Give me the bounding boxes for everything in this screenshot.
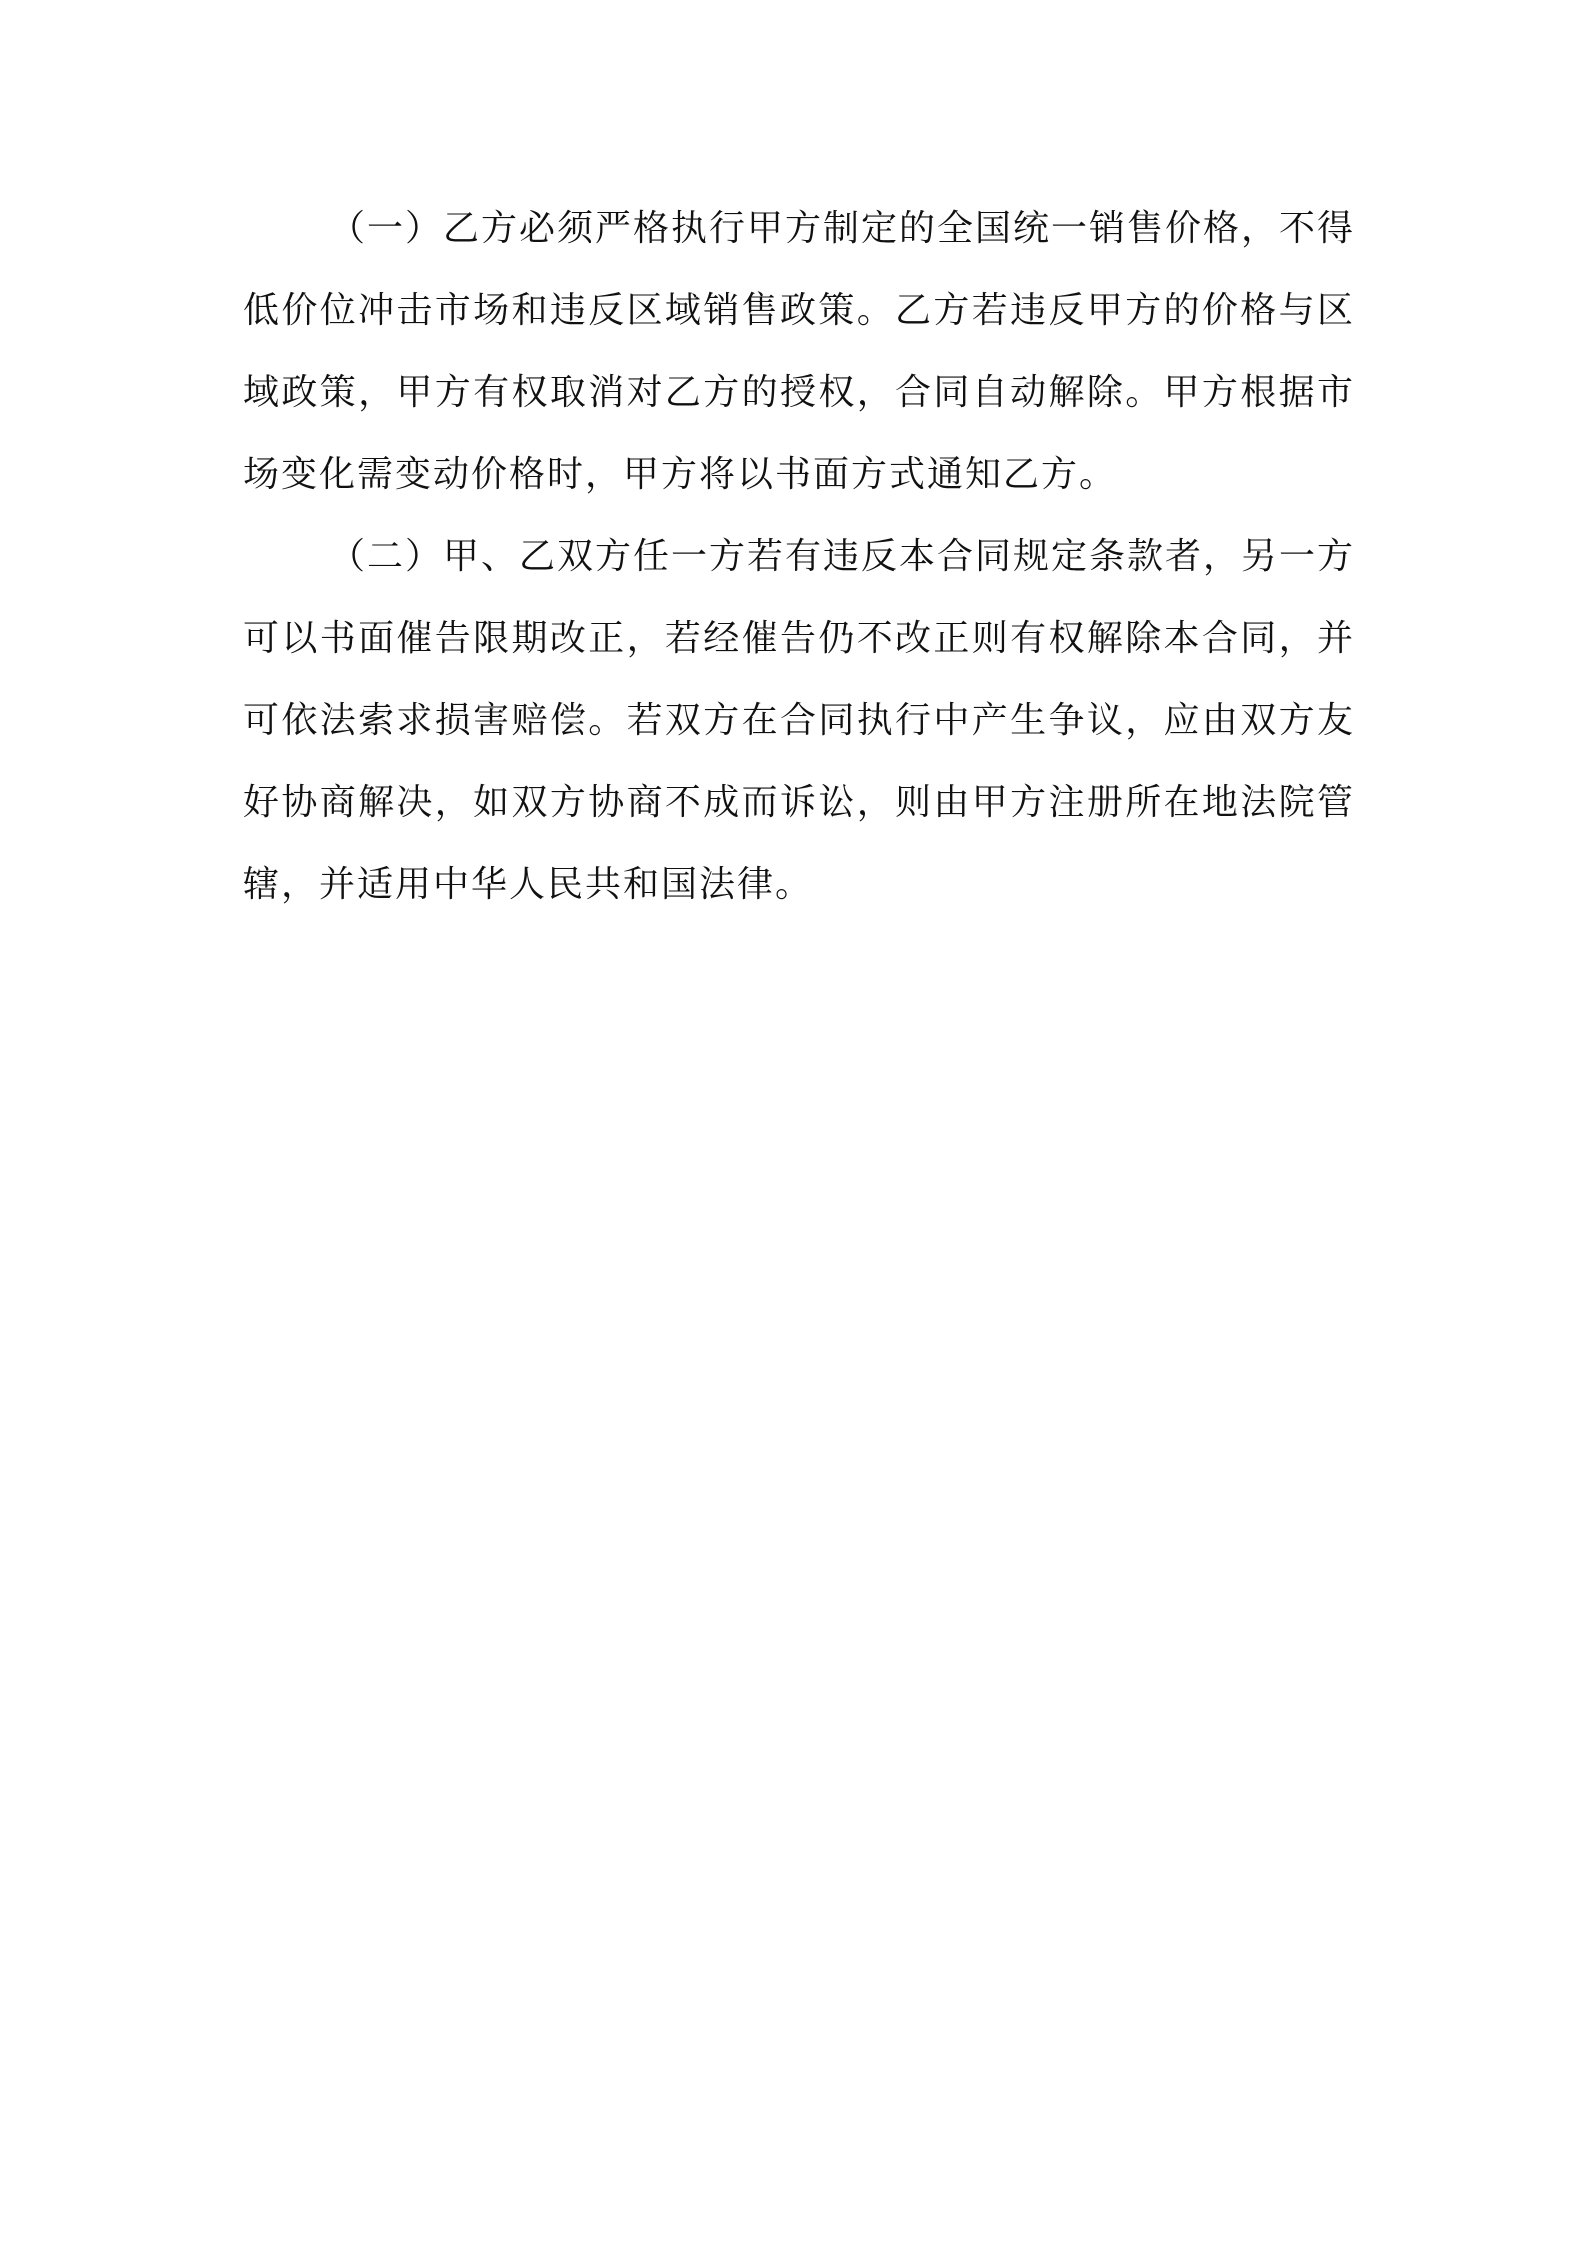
clause-paragraph-1: （一）乙方必须严格执行甲方制定的全国统一销售价格，不得低价位冲击市场和违反区域销售政策。乙方若违反甲方的价格与区域政策，甲方有权取消对乙方的授权，合同自动解除。甲方根据市场变化需变动价格时，甲方将以书面方式通知乙方。	[243, 208, 1356, 495]
clause-paragraph-2: （二）甲、乙双方任一方若有违反本合同规定条款者，另一方可以书面催告限期改正，若经催告仍不改正则有权解除本合同，并可依法索求损害赔偿。若双方在合同执行中产生争议，应由双方友好协商解决，如双方协商不成而诉讼，则由甲方注册所在地法院管辖，并适用中华人民共和国法律。	[243, 536, 1356, 905]
document-body	[243, 188, 1355, 926]
